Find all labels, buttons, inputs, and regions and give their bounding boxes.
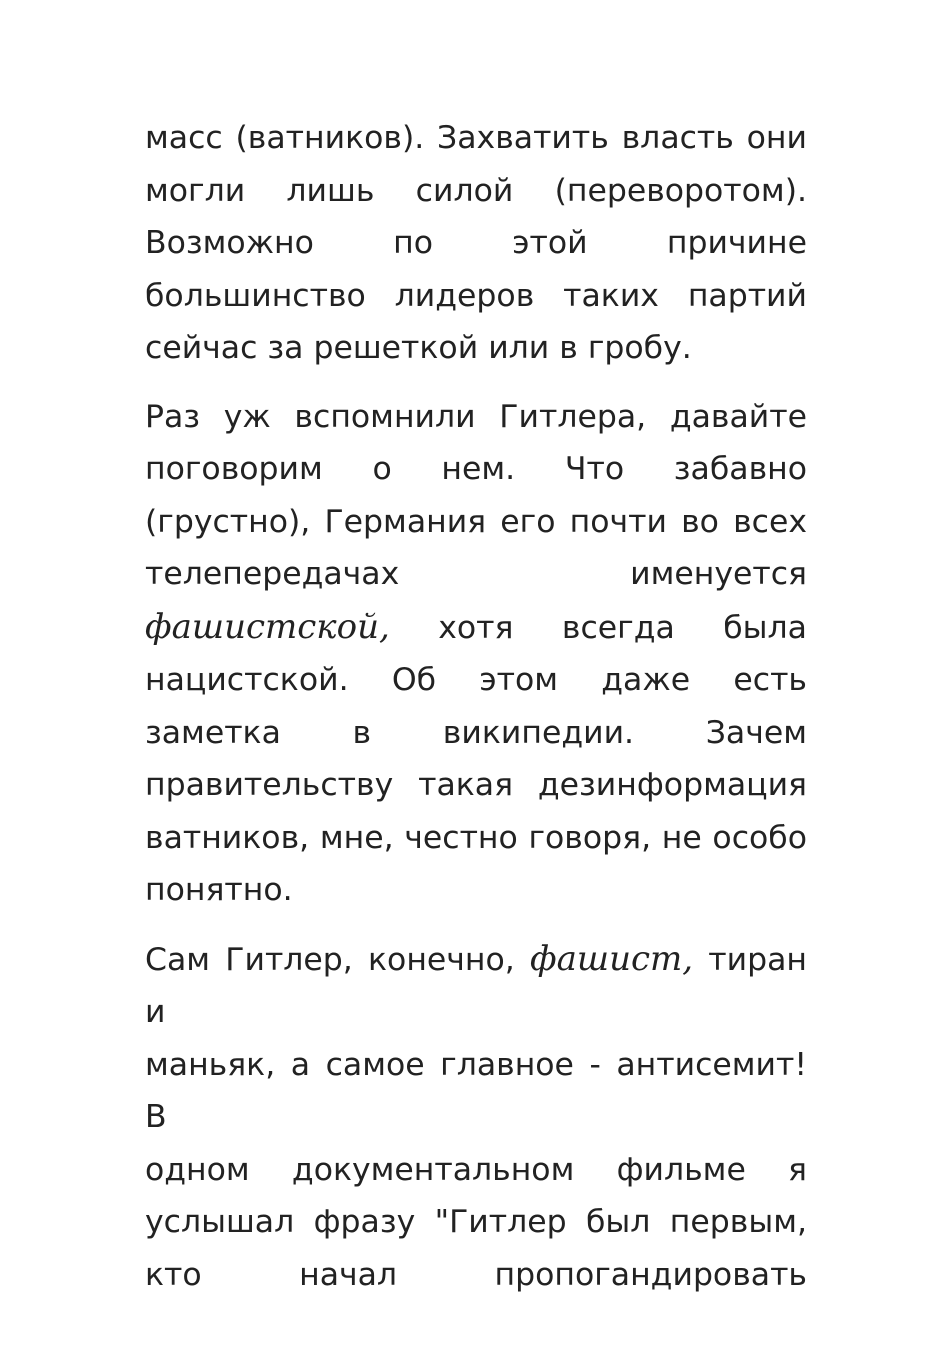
text-line: (грустно), Германия его почти во всех [145,503,807,540]
italic-term: фашистской, [145,606,390,647]
text-line: понятно. [145,872,293,908]
text-line: поговорим о нем. Что забавно [145,451,807,487]
text-fragment: Сам Гитлер, конечно, [145,941,530,978]
italic-term: фашист, [530,938,694,979]
text-line: правительству такая дезинформация [145,767,807,803]
text-line: сейчас за решеткой или в гробу. [145,330,692,366]
text-line: услышал фразу "Гитлер был первым, [145,1204,807,1240]
text-line: масс (ватников). Захватить власть они [145,120,807,156]
text-fragment: хотя всегда была [389,609,807,646]
text-line: большинство лидеров таких партий [145,277,807,314]
text-fragment: тиран и [145,941,807,1030]
document-page [145,112,807,1317]
text-line: нацистской. Об этом даже есть [145,662,807,698]
text-line [145,933,807,1039]
text-line: заметка в википедии. Зачем [145,714,807,751]
paragraph-2 [145,391,807,917]
text-line [145,601,807,655]
text-line: могли лишь силой (переворотом). [145,172,807,209]
text-line: ватников, мне, честно говоря, не особо [145,819,807,856]
text-line: телепередачах именуется [145,556,807,592]
paragraph-3 [145,933,807,1302]
text-line: Возможно по этой причине [145,225,807,261]
text-line: маньяк, а самое главное - антисемит! В [145,1046,807,1135]
text-line: Раз уж вспомнили Гитлера, давайте [145,398,807,435]
paragraph-1 [145,112,807,375]
text-line: кто начал пропогандировать [145,1256,807,1293]
text-line: одном документальном фильме я [145,1151,807,1188]
